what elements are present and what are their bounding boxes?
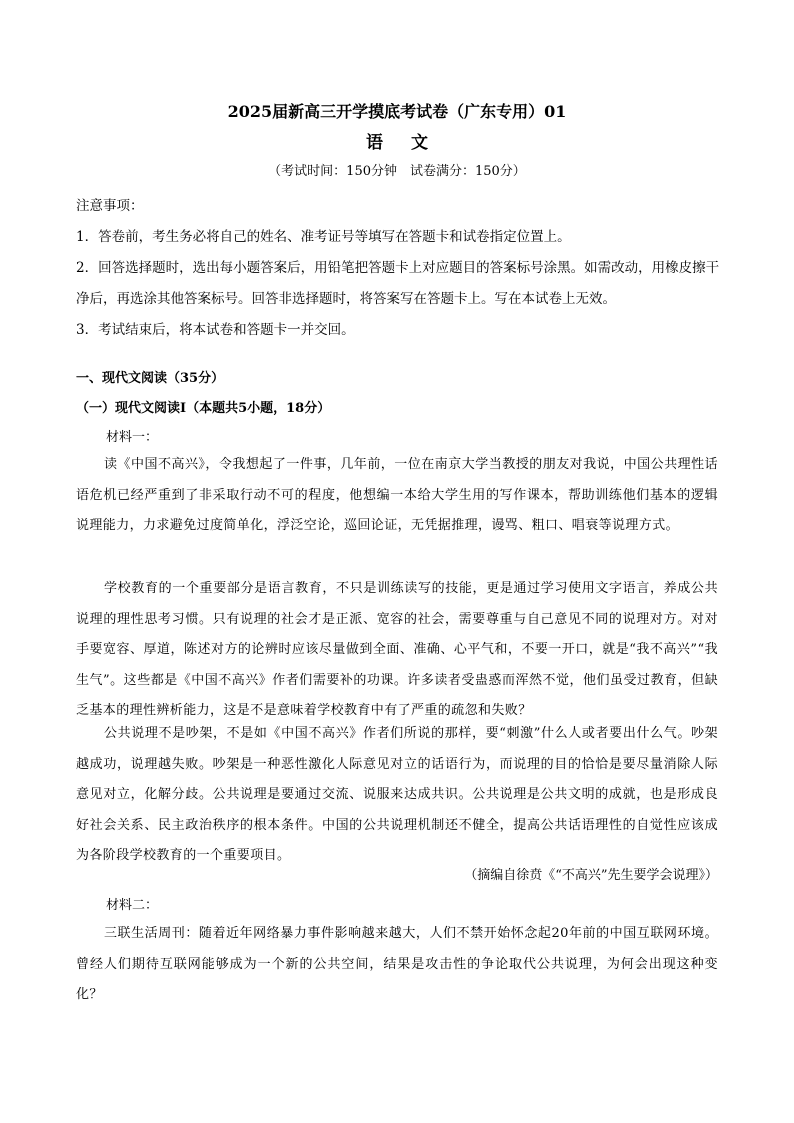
notes-item-3: 3．考试结束后，将本试卷和答题卡一并交回。 [76,322,355,338]
material-2-label: 材料二： [106,898,159,913]
material-1-paragraph-1: 读《中国不高兴》，令我想起了一件事，几年前，一位在南京大学当教授的朋友对我说，中国公共理性话语危机已经严重到了非采取行动不可的程度，他想编一本给大学生用的写作课本，帮助训练他们基本的逻辑说理能力，力求避免过度简单化，浮泛空论，巡回论证，无凭据推理，谩骂、粗口、唱衰等说理方式。 [76,457,718,533]
subsection-heading: （一）现代文阅读Ⅰ（本题共5小题，18分） [76,401,331,416]
material-1-paragraph-3: 公共说理不是吵架，不是如《中国不高兴》作者们所说的那样，要“刺激”什么人或者要出什么气。吵架越成功，说理越失败。吵架是一种恶性激化人际意见对立的话语行为，而说理的目的恰恰是要尽量消除人际意见对立，化解分歧。公共说理是要通过交流、说服来达成共识。公共说理是公共文明的成就，也是形成良好社会关系、民主政治秩序的根本条件。中国的公共说理机制还不健全，提高公共话语理性的自觉性应该成为各阶段学校教育的一个重要项目。 [76,726,718,863]
material-1-source: （摘编自徐贲《“不高兴”先生要学会说理》） [464,868,718,883]
material-1-paragraph-2: 学校教育的一个重要部分是语言教育，不只是训练读写的技能，更是通过学习使用文字语言，养成公共说理的理性思考习惯。只有说理的社会才是正派、宽容的社会，需要尊重与自己意见不同的说理对方。对对手要宽容、厚道，陈述对方的论辨时应该尽量做到全面、准确、心平气和，不要一开口，就是“我不高兴”“我生气”。这些都是《中国不高兴》作者们需要补的功课。许多读者受蛊惑而浑然不觉，他们虽受过教育，但缺乏基本的理性辨析能力，这是不是意味着学校教育中有了严重的疏忽和失败？ [76,581,718,718]
notes-heading: 注意事项： [76,198,144,214]
notes-item-1: 1．答卷前，考生务必将自己的姓名、准考证号等填写在答题卡和试卷指定位置上。 [76,229,571,245]
section-heading: 一、现代文阅读（35分） [76,371,225,386]
exam-info: （考试时间：150分钟 试卷满分：150分） [268,164,526,179]
material-1-label: 材料一： [106,430,159,445]
exam-title: 2025届新高三开学摸底考试卷（广东专用）01 [227,102,567,121]
notes-item-2: 2．回答选择题时，选出每小题答案后，用铅笔把答题卡上对应题目的答案标号涂黑。如需改动，用橡皮擦干净后，再选涂其他答案标号。回答非选择题时，将答案写在答题卡上。写在本试卷上无效。 [76,260,720,307]
notes-block [76,191,726,346]
material-2-paragraph-1: 三联生活周刊：随着近年网络暴力事件影响越来越大，人们不禁开始怀念起20年前的中国互联网环境。曾经人们期待互联网能够成为一个新的公共空间，结果是攻击性的争论取代公共说理，为何会出现这种变化？ [76,926,718,1002]
exam-subject: 语文 [366,133,456,153]
